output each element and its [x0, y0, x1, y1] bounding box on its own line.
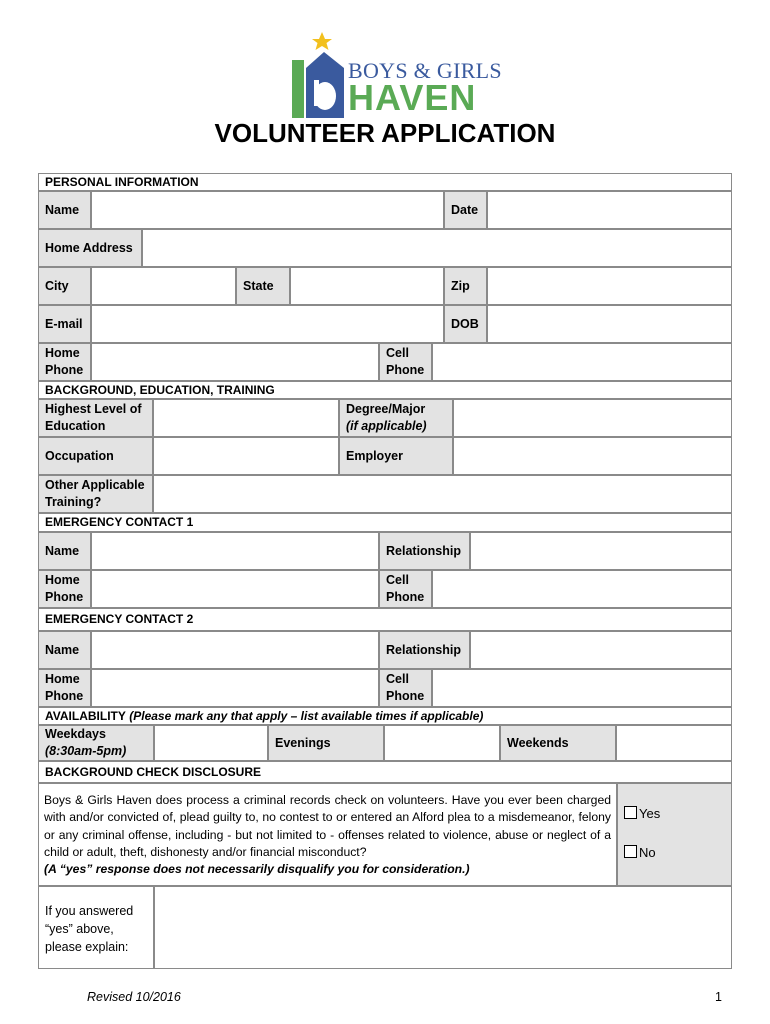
- home-address-field[interactable]: [142, 229, 732, 267]
- ec1-label-relationship: Relationship: [379, 532, 470, 570]
- weekends-field[interactable]: [616, 725, 732, 761]
- label-weekends: Weekends: [500, 725, 616, 761]
- label-state: State: [236, 267, 290, 305]
- name-field[interactable]: [91, 191, 444, 229]
- label-evenings: Evenings: [268, 725, 384, 761]
- logo-line1: BOYS & GIRLS: [348, 58, 502, 83]
- label-name: Name: [38, 191, 91, 229]
- dob-field[interactable]: [487, 305, 732, 343]
- label-zip: Zip: [444, 267, 487, 305]
- checkbox-icon: [624, 806, 637, 819]
- revised-date: Revised 10/2016: [87, 990, 181, 1004]
- section-header-background: BACKGROUND, EDUCATION, TRAINING: [38, 381, 732, 399]
- ec1-cell-phone-field[interactable]: [432, 570, 732, 608]
- no-label: No: [639, 845, 656, 860]
- employer-field[interactable]: [453, 437, 732, 475]
- checkbox-icon: [624, 845, 637, 858]
- availability-header-text: AVAILABILITY: [45, 708, 126, 723]
- section-header-ec2: EMERGENCY CONTACT 2: [38, 608, 732, 631]
- section-header-bg-check: BACKGROUND CHECK DISCLOSURE: [38, 761, 732, 783]
- label-email: E-mail: [38, 305, 91, 343]
- availability-header-note: (Please mark any that apply – list available times if applicable): [129, 708, 484, 723]
- label-occupation: Occupation: [38, 437, 153, 475]
- explain-field[interactable]: [154, 886, 732, 969]
- date-field[interactable]: [487, 191, 732, 229]
- other-training-field[interactable]: [153, 475, 732, 513]
- page-title: VOLUNTEER APPLICATION: [214, 118, 556, 148]
- occupation-field[interactable]: [153, 437, 339, 475]
- explain-label: If you answered “yes” above, please explain:: [45, 904, 134, 954]
- label-dob: DOB: [444, 305, 487, 343]
- ec2-label-cell-phone: Cell Phone: [379, 669, 432, 707]
- email-field[interactable]: [91, 305, 444, 343]
- ec1-relationship-field[interactable]: [470, 532, 732, 570]
- yes-label: Yes: [639, 806, 661, 821]
- label-city: City: [38, 267, 91, 305]
- ec2-label-name: Name: [38, 631, 91, 669]
- disclosure-text: Boys & Girls Haven does process a criminal records check on volunteers. Have you ever been charged with and/or convicted of, plead guilty to, no contest to or entered an Alford plea to a misdemeanor, felony or any criminal offense, including - but not limited to - offenses related to violence, abuse or neglect of a child or adult, theft, dishonesty and/or financial misconduct?: [44, 793, 611, 860]
- ec2-label-home-phone: Home Phone: [38, 669, 91, 707]
- logo: [292, 30, 502, 120]
- degree-label-note: (if applicable): [346, 419, 427, 433]
- label-employer: Employer: [339, 437, 453, 475]
- label-weekdays: [38, 725, 154, 761]
- home-phone-field[interactable]: [91, 343, 379, 381]
- label-home-address: Home Address: [38, 229, 142, 267]
- degree-label-text: Degree/Major: [346, 402, 426, 416]
- highest-level-field[interactable]: [153, 399, 339, 437]
- weekdays-label-hours: (8:30am-5pm): [45, 744, 127, 758]
- label-home-phone: Home Phone: [38, 343, 91, 381]
- ec2-home-phone-field[interactable]: [91, 669, 379, 707]
- logo-line2: HAVEN: [348, 77, 477, 118]
- section-header-ec1: EMERGENCY CONTACT 1: [38, 513, 732, 532]
- ec2-relationship-field[interactable]: [470, 631, 732, 669]
- ec1-label-home-phone: Home Phone: [38, 570, 91, 608]
- label-cell-phone: Cell Phone: [379, 343, 432, 381]
- zip-field[interactable]: [487, 267, 732, 305]
- evenings-field[interactable]: [384, 725, 500, 761]
- cell-phone-field[interactable]: [432, 343, 732, 381]
- page-number: 1: [715, 990, 722, 1004]
- disclosure-note: (A “yes” response does not necessarily disqualify you for consideration.): [44, 862, 470, 876]
- ec1-label-name: Name: [38, 532, 91, 570]
- label-date: Date: [444, 191, 487, 229]
- label-highest-level: Highest Level of Education: [38, 399, 153, 437]
- degree-field[interactable]: [453, 399, 732, 437]
- weekdays-field[interactable]: [154, 725, 268, 761]
- star-icon: [312, 32, 332, 50]
- section-header-personal: PERSONAL INFORMATION: [38, 173, 732, 191]
- label-degree: [339, 399, 453, 437]
- yes-no-box: [617, 783, 732, 886]
- ec1-home-phone-field[interactable]: [91, 570, 379, 608]
- ec2-cell-phone-field[interactable]: [432, 669, 732, 707]
- ec2-name-field[interactable]: [91, 631, 379, 669]
- weekdays-label-text: Weekdays: [45, 727, 106, 741]
- ec2-label-relationship: Relationship: [379, 631, 470, 669]
- ec1-name-field[interactable]: [91, 532, 379, 570]
- label-other-training: Other Applicable Training?: [38, 475, 153, 513]
- ec1-label-cell-phone: Cell Phone: [379, 570, 432, 608]
- yes-checkbox[interactable]: [624, 806, 660, 821]
- no-checkbox[interactable]: [624, 845, 656, 860]
- section-header-availability: [38, 707, 732, 725]
- city-field[interactable]: [91, 267, 236, 305]
- state-field[interactable]: [290, 267, 444, 305]
